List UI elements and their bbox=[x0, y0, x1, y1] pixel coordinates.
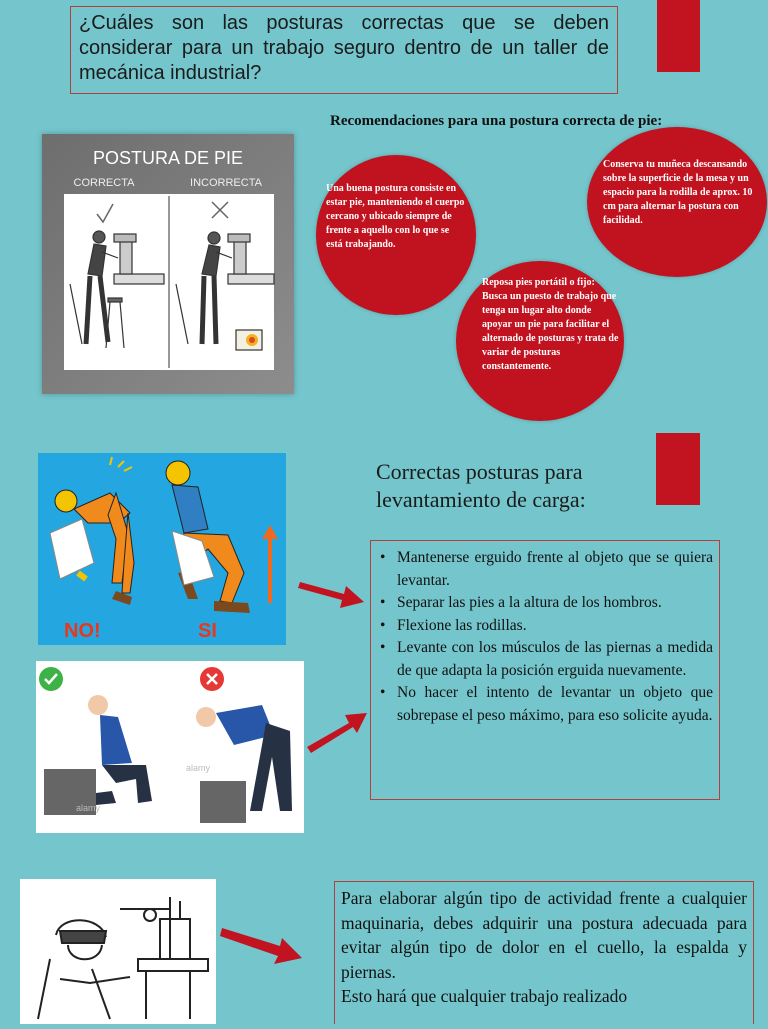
up-arrow-icon bbox=[262, 525, 278, 603]
recommendation-circle-2 bbox=[587, 127, 767, 277]
recommendation-text-2: Conserva tu muñeca descansando sobre la superficie de la mesa y un espacio para la rodilla de aprox. 10 cm para alternar la postura con facilidad. bbox=[603, 159, 753, 226]
red-bar-top bbox=[657, 0, 700, 72]
recommendations-heading: Recomendaciones para una postura correcta de pie: bbox=[330, 113, 663, 129]
watermark-right: alamy bbox=[186, 763, 211, 773]
machinery-text-box bbox=[334, 881, 754, 1024]
arrow-right-icon bbox=[298, 572, 366, 610]
incorrect-label: INCORRECTA bbox=[190, 177, 262, 189]
machine-worker-illustration bbox=[20, 879, 216, 1024]
recommendation-text-3: Reposa pies portátil o fijo: Busca un puesto de trabajo que tenga un lugar alto donde apoyar un pie para facilitar el alternado de posturas y trata de variar de posturas constantemente. bbox=[482, 277, 619, 372]
worker-right-icon bbox=[166, 461, 250, 613]
back-posture-illustration bbox=[36, 661, 304, 833]
standing-posture-illustration bbox=[42, 134, 294, 394]
list-item: • Separar las pies a la altura de los hombros. bbox=[377, 592, 713, 615]
recommendation-text-1: Una buena postura consiste en estar pie, manteniendo el cuerpo cercano y ubicado siempre de frente a aquello con lo que se está trabajando. bbox=[326, 183, 465, 250]
correct-label: CORRECTA bbox=[73, 177, 135, 189]
standing-posture-image bbox=[42, 134, 294, 394]
page-title: ¿Cuáles son las posturas correctas que se deben considerar para un trabajo seguro dentro de un taller de mecánica industrial? bbox=[79, 12, 609, 84]
standing-image-title: POSTURA DE PIE bbox=[92, 148, 244, 168]
machinery-paragraph-2: Esto hará que cualquier trabajo realizado bbox=[341, 986, 628, 1006]
lifting-tips-list bbox=[377, 547, 713, 727]
machinery-paragraph-1: Para elaborar algún tipo de actividad frente a cualquier maquinaria, debes adquirir una postura adecuada para evitar algún tipo de dolor en el cuello, la espalda y piernas. bbox=[341, 888, 747, 982]
lifting-comparison-illustration bbox=[38, 453, 286, 645]
lifting-heading: Correctas posturas para levantamiento de carga: bbox=[376, 459, 586, 512]
list-item: • Mantenerse erguido frente al objeto que se quiera levantar. bbox=[377, 547, 713, 592]
machine-worker-image bbox=[20, 879, 216, 1024]
list-item: • Flexione las rodillas. bbox=[377, 615, 713, 638]
watermark-left: alamy bbox=[76, 803, 101, 813]
list-item: • No hacer el intento de levantar un objeto que sobrepase el peso máximo, para eso solicite ayuda. bbox=[377, 682, 713, 727]
box-right bbox=[200, 781, 246, 823]
lifting-back-posture-image bbox=[36, 661, 304, 833]
si-label: SI bbox=[198, 620, 217, 642]
list-item: • Levante con los músculos de las piernas a medida de que adapta la posición erguida nuevamente. bbox=[377, 637, 713, 682]
woman-bending-icon bbox=[196, 705, 292, 823]
lifting-no-si-image bbox=[38, 453, 286, 645]
arrow-right-icon bbox=[220, 924, 304, 968]
woman-squatting-icon bbox=[44, 695, 152, 815]
arrow-right-icon bbox=[305, 709, 367, 755]
lifting-tips-box bbox=[370, 540, 720, 800]
no-label: NO! bbox=[64, 620, 101, 642]
title-box bbox=[70, 6, 618, 94]
recommendation-circle-3 bbox=[456, 261, 624, 421]
worker-wrong-icon bbox=[50, 457, 134, 605]
recommendation-circle-1 bbox=[316, 155, 476, 315]
red-bar-middle bbox=[656, 433, 700, 505]
